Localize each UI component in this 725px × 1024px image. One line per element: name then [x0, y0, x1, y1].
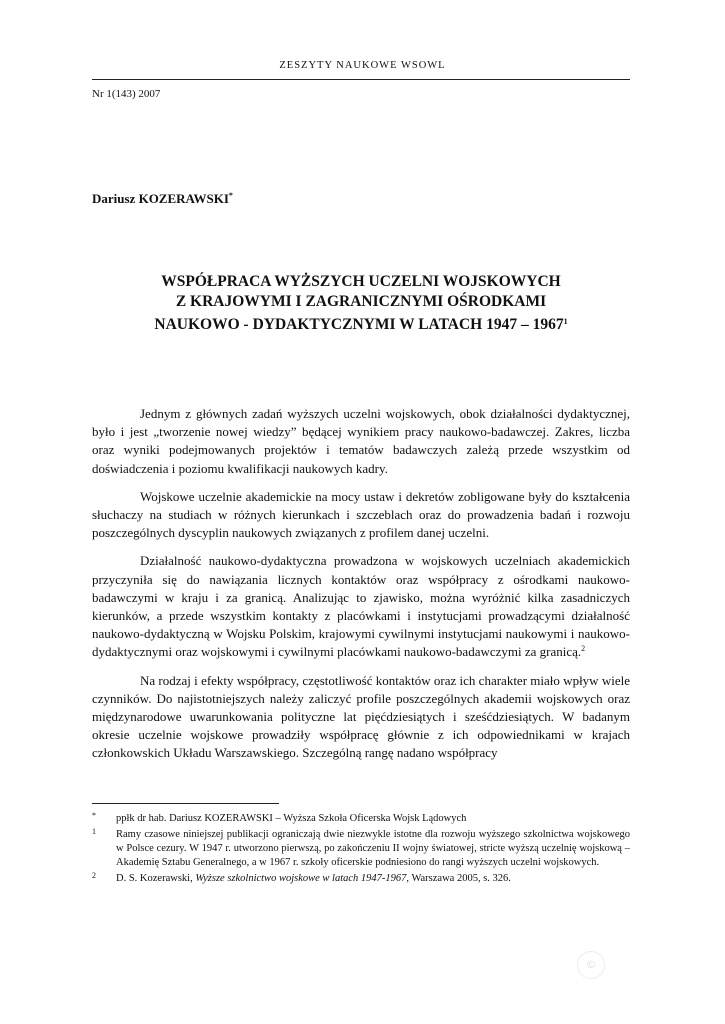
paragraph-text: Działalność naukowo-dydaktyczna prowadzona w wojskowych uczelniach akademickich przyczyniła się do nawiązania licznych kontaktów oraz współpracy z ośrodkami naukowo-badawczymi w kraju i za granicą. Analizując to zjawisko, można wyróżnić kilka zasadniczych kierunków, a przede wszystkim kontakty z placówkami i instytucjami prowadzącymi działalność naukowo-dydaktyczną w Wojsku Polskim, krajowymi cywilnymi instytucjami naukowymi i naukowo-dydaktycznymi oraz wojskowymi i cywilnymi placówkami naukowo-badawczymi za granicą.: [92, 553, 630, 660]
paragraph: Jednym z głównych zadań wyższych uczelni wojskowych, obok działalności dydaktycznej, było i jest „tworzenie nowej wiedzy” będącej wynikiem pracy naukowo-badawczej. Zakres, liczba oraz wyniki podejmowanych projektów i tematów badawczych zależą przede wszystkim od doświadczenia i poziomu kwalifikacji naukowych kadry.: [92, 406, 630, 476]
footnote-text: D. S. Kozerawski, Wyższe szkolnictwo wojskowe w latach 1947-1967, Warszawa 2005, s. 326.: [116, 873, 511, 884]
header-rule: [92, 79, 630, 80]
footnote-mark: *: [92, 811, 96, 820]
title-line: WSPÓŁPRACA WYŻSZYCH UCZELNI WOJSKOWYCH: [161, 273, 561, 290]
footnote: [92, 828, 630, 870]
footnote-mark: 1: [92, 827, 96, 836]
issue-number: Nr 1(143) 2007: [92, 88, 161, 100]
paragraph: Wojskowe uczelnie akademickie na mocy ustaw i dekretów zobligowane były do kształcenia słuchaczy na studiach w różnych kierunkach i szczeblach oraz do prowadzenia badań i rozwoju poszczególnych dyscyplin naukowych związanych z profilem danej uczelni.: [92, 488, 630, 541]
author-footnote-mark: *: [228, 191, 233, 200]
title-line: Z KRAJOWYMI I ZAGRANICZNYMI OŚRODKAMI: [175, 293, 547, 310]
journal-title: ZESZYTY NAUKOWE WSOWL: [279, 60, 446, 71]
author-line: [92, 191, 233, 207]
footnotes: [92, 812, 630, 888]
article-body: [92, 405, 630, 773]
footnote: [92, 812, 630, 826]
paragraph: Na rodzaj i efekty współpracy, częstotliwość kontaktów oraz ich charakter miało wpływ wiele czynników. Do najistotniejszych należy zaliczyć profile poszczególnych akademii wojskowych oraz międzynarodowe uwarunkowania polityczne lat pięćdziesiątych i sześćdziesiątych. W badanym okresie uczelnie wojskowe prowadziły współpracę głównie z ich odpowiednikami w krajach członkowskich Układu Warszawskiego. Szczególną rangę nadano współpracy: [92, 672, 630, 761]
title-footnote-ref: 1: [563, 317, 568, 326]
paragraph: [92, 552, 630, 661]
article-title: [92, 272, 630, 335]
footnote-ref: 2: [581, 644, 586, 654]
footnote-text: ppłk dr hab. Dariusz KOZERAWSKI – Wyższa Szkoła Oficerska Wojsk Lądowych: [116, 813, 467, 824]
footnote-text: Ramy czasowe niniejszej publikacji ograniczają dwie niezwykle istotne dla rozwoju wyższego szkolnictwa wojskowego w Polsce cezury. W 1947 r. utworzono pierwszą, po zakończeniu II wojny światowej, stricte wyższą uczelnię wojskową – Akademię Sztabu Generalnego, a w 1967 r. szkoły oficerskie podniesiono do rangi wyższych uczelni wojskowych.: [116, 829, 630, 868]
footnote: [92, 872, 630, 886]
title-line-text: NAUKOWO - DYDAKTYCZNYMI W LATACH 1947 – 1967: [154, 316, 564, 333]
footnote-mark: 2: [92, 871, 96, 880]
cited-work-title: Wyższe szkolnictwo wojskowe w latach 1947-1967: [195, 873, 407, 884]
title-line: [92, 312, 630, 335]
author-name: Dariusz KOZERAWSKI: [92, 191, 229, 206]
footnote-rule: [92, 803, 279, 804]
watermark-logo: ©: [577, 951, 605, 979]
